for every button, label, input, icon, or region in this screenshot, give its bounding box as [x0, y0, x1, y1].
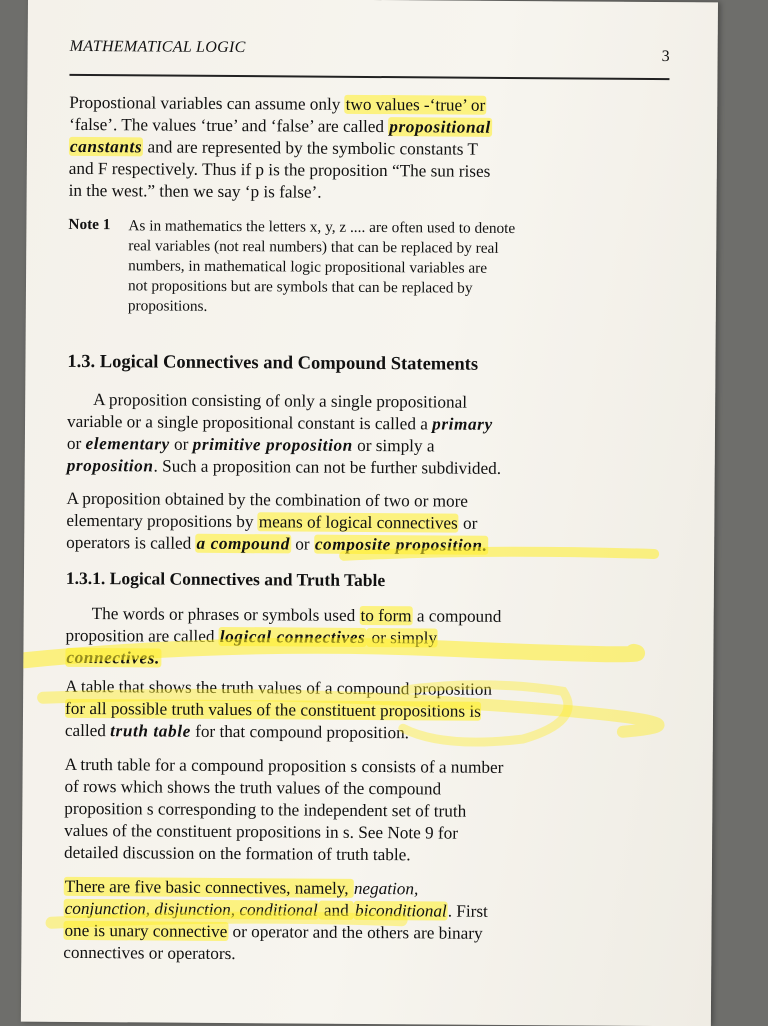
- paragraph-five-connectives: [63, 876, 660, 968]
- text-line: [66, 532, 662, 558]
- highlighted-term: propositional: [389, 117, 491, 137]
- text: and are represented by the symbolic constants T: [143, 137, 479, 159]
- text: Propostional variables can assume only: [69, 92, 345, 114]
- highlighted-text: to form: [360, 605, 412, 626]
- paragraph-propositional-variables: [69, 92, 666, 206]
- highlighted-text: two values -‘true’ or: [345, 94, 486, 115]
- section-title: 1.3. Logical Connectives and Compound Statements: [67, 351, 479, 375]
- page-content: [63, 0, 670, 964]
- text-line: [67, 455, 663, 481]
- term: primary: [432, 414, 493, 434]
- highlighted-term: canstants: [69, 136, 143, 157]
- term: elementary: [85, 434, 170, 454]
- text: operators is called: [66, 532, 196, 553]
- text-line: propositions.: [127, 297, 208, 315]
- text: or: [169, 434, 193, 454]
- text-line: [65, 647, 661, 673]
- text: or: [66, 433, 86, 454]
- text-line: [65, 720, 661, 746]
- text-line: proposition s corresponding to the independent set of truth: [64, 798, 467, 821]
- text-line: in the west.” then we say ‘p is false’.: [68, 180, 322, 202]
- paragraph-truth-table-rows: [64, 754, 661, 868]
- text: for that compound proposition.: [190, 721, 410, 743]
- text-line: A truth table for a compound proposition s consists of a number: [64, 754, 504, 777]
- highlighted-text: one is unary connective: [64, 920, 228, 942]
- text-line: As in mathematics the letters x, y, z .... are often used to denote: [128, 217, 516, 237]
- note-1: [68, 216, 665, 330]
- term: truth table: [110, 721, 191, 741]
- subsection-title: 1.3.1. Logical Connectives and Truth Table: [65, 567, 386, 591]
- text-line: numbers, in mathematical logic propositional variables are: [128, 257, 488, 277]
- text-line: and F respectively. Thus if p is the proposition “The sun rises: [68, 158, 491, 181]
- text-line: A proposition consisting of only a single propositional: [93, 390, 468, 412]
- highlighted-text: and: [319, 900, 354, 920]
- highlighted-term: a compound: [196, 533, 291, 554]
- highlighted-term: conjunction, disjunction, conditional: [64, 898, 318, 920]
- text-line: of rows which shows the truth values of the compound: [64, 776, 442, 799]
- highlighted-text: means of logical connectives: [258, 512, 458, 533]
- text: The words or phrases or symbols used: [91, 604, 360, 625]
- text: or: [458, 513, 478, 533]
- text: elementary propositions by: [66, 510, 258, 532]
- highlighted-term: connectives.: [66, 647, 161, 668]
- paragraph-logical-connectives: [65, 603, 661, 673]
- highlighted-term: logical connectives: [219, 626, 366, 647]
- text: . First: [447, 901, 488, 921]
- paragraph-primary-proposition: [67, 389, 664, 481]
- text-line: values of the constituent propositions in s. See Note 9 for: [64, 820, 459, 843]
- highlighted-term: biconditional: [355, 900, 447, 921]
- text-line: detailed discussion on the formation of truth table.: [63, 842, 411, 865]
- page-header: [69, 37, 670, 82]
- text: variable or a single propositional constant is called a: [66, 411, 433, 434]
- highlighted-text: for all possible truth values of the constituent propositions is: [64, 698, 481, 721]
- note-text: [128, 216, 665, 320]
- text: ‘false’. The values ‘true’ and ‘false’ are called: [69, 114, 389, 137]
- book-page: [21, 0, 718, 1026]
- highlighted-term: composite proposition.: [314, 534, 488, 555]
- paragraph-truth-table: [65, 676, 661, 746]
- text-line: A proposition obtained by the combination of two or more: [66, 488, 469, 511]
- term: negation,: [353, 878, 419, 899]
- running-head: MATHEMATICAL LOGIC: [69, 37, 246, 57]
- text-line: A table that shows the truth values of a compound proposition: [65, 676, 493, 699]
- term: proposition: [66, 455, 154, 476]
- text: proposition are called: [65, 625, 219, 646]
- page-number: 3: [661, 48, 670, 66]
- text-line: not propositions but are symbols that can be replaced by: [127, 277, 473, 297]
- text: a compound: [412, 606, 502, 626]
- text: . Such a proposition can not be further subdivided.: [153, 456, 502, 478]
- text: or simply a: [352, 435, 435, 456]
- section-heading-1-3: [67, 352, 663, 377]
- highlighted-text: There are five basic connectives, namely,: [64, 876, 353, 898]
- text-line: connectives or operators.: [63, 942, 236, 964]
- text: or: [290, 534, 314, 554]
- term: primitive proposition: [192, 434, 353, 455]
- highlighted-text: or simply: [367, 627, 438, 648]
- note-label: Note 1: [68, 215, 111, 234]
- text: or operator and the others are binary: [228, 922, 483, 943]
- header-rule: [69, 74, 669, 80]
- paragraph-compound-proposition: [66, 488, 662, 558]
- text-line: real variables (not real numbers) that can be replaced by real: [128, 237, 499, 257]
- section-heading-1-3-1: [66, 568, 662, 593]
- text: called: [64, 720, 111, 741]
